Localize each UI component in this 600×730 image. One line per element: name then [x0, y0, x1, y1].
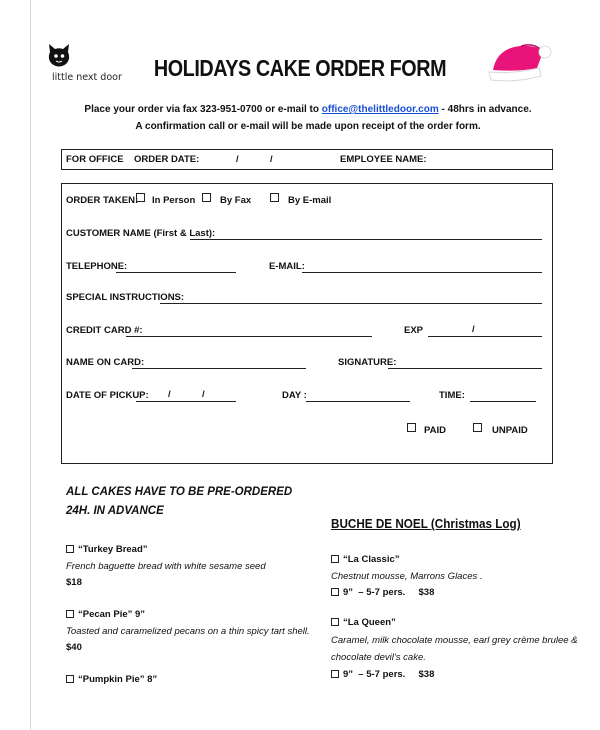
intro-text: Place your order via fax 323-951-0700 or e-mail to: [84, 104, 322, 115]
item-description: Caramel, milk chocolate mousse, earl grey crème brulee &: [331, 635, 578, 646]
form-title: HOLIDAYS CAKE ORDER FORM: [153, 55, 447, 81]
order-date-slash-1: /: [236, 154, 239, 165]
order-taken-label: ORDER TAKEN:: [66, 195, 139, 206]
unpaid-label: UNPAID: [492, 425, 528, 436]
checkbox-icon[interactable]: [331, 588, 339, 596]
customer-name-field[interactable]: [190, 239, 542, 240]
telephone-field[interactable]: [116, 272, 236, 273]
checkbox-icon[interactable]: [66, 610, 74, 618]
order-details-box: [61, 183, 553, 464]
advance-notice: ALL CAKES HAVE TO BE PRE-ORDERED 24H. IN ADVANCE: [66, 486, 293, 517]
item-price: 9” – 5-7 pers. $38: [343, 669, 435, 680]
telephone-label: TELEPHONE:: [66, 261, 128, 272]
email-label: E-MAIL:: [269, 261, 305, 272]
exp-slash: /: [472, 324, 475, 335]
time-field[interactable]: [470, 401, 536, 402]
credit-card-field[interactable]: [126, 336, 372, 337]
by-fax-label: By Fax: [220, 195, 252, 206]
date-of-pickup-label: DATE OF PICKUP:: [66, 390, 149, 401]
in-person-checkbox[interactable]: [136, 193, 145, 202]
email-field[interactable]: [302, 272, 542, 273]
signature-label: SIGNATURE:: [338, 357, 397, 368]
pickup-slash-2: /: [202, 389, 205, 400]
credit-card-label: CREDIT CARD #:: [66, 325, 143, 336]
santa-hat-icon: [485, 38, 553, 86]
item-name: “Pecan Pie” 9”: [78, 609, 146, 620]
special-instructions-label: SPECIAL INSTRUCTIONS:: [66, 292, 185, 303]
exp-label: EXP: [404, 325, 424, 336]
menu-item-pumpkin-pie[interactable]: [66, 674, 157, 685]
day-label: DAY :: [282, 390, 307, 401]
item-price: $40: [66, 642, 82, 653]
unpaid-checkbox[interactable]: [473, 423, 482, 432]
logo-text: little next door: [52, 72, 122, 83]
order-date-label: ORDER DATE:: [134, 154, 200, 165]
size-option[interactable]: [331, 669, 434, 680]
office-use-box: [61, 149, 553, 170]
customer-name-label: CUSTOMER NAME (First & Last):: [66, 228, 216, 239]
office-email-link[interactable]: office@thelittledoor.com: [321, 104, 439, 115]
item-description: Chestnut mousse, Marrons Glaces .: [331, 571, 483, 582]
intro-text-suffix: - 48hrs in advance.: [438, 104, 532, 115]
pickup-slash-1: /: [168, 389, 171, 400]
checkbox-icon[interactable]: [331, 670, 339, 678]
item-description-cont: chocolate devil’s cake.: [331, 652, 426, 663]
menu-item-turkey-bread[interactable]: [66, 544, 148, 555]
checkbox-icon[interactable]: [331, 618, 339, 626]
intro-line-2: A confirmation call or e-mail will be made upon receipt of the order form.: [135, 121, 481, 132]
intro-line-1: [0, 104, 600, 115]
paid-label: PAID: [424, 425, 446, 436]
size-option[interactable]: [331, 587, 434, 598]
order-date-slash-2: /: [270, 154, 273, 165]
name-on-card-field[interactable]: [132, 368, 306, 369]
item-name: “La Classic”: [343, 554, 400, 565]
item-name: “Turkey Bread”: [78, 544, 148, 555]
by-email-label: By E-mail: [288, 195, 332, 206]
item-description: French baguette bread with white sesame seed: [66, 561, 266, 572]
by-fax-checkbox[interactable]: [202, 193, 211, 202]
menu-item-la-classic[interactable]: [331, 554, 400, 565]
signature-field[interactable]: [388, 368, 542, 369]
special-instructions-field[interactable]: [160, 303, 542, 304]
employee-name-label: EMPLOYEE NAME:: [340, 154, 427, 165]
checkbox-icon[interactable]: [66, 675, 74, 683]
menu-item-la-queen[interactable]: [331, 617, 396, 628]
item-price: $18: [66, 577, 82, 588]
buche-de-noel-title: BUCHE DE NOEL (Christmas Log): [331, 516, 521, 531]
paid-checkbox[interactable]: [407, 423, 416, 432]
exp-field[interactable]: [428, 336, 542, 337]
buche-de-noel-heading: [331, 516, 521, 531]
date-of-pickup-field[interactable]: [136, 401, 236, 402]
item-description: Toasted and caramelized pecans on a thin spicy tart shell.: [66, 626, 310, 637]
item-price: 9” – 5-7 pers. $38: [343, 587, 435, 598]
time-label: TIME:: [439, 390, 465, 401]
item-name: “La Queen”: [343, 617, 396, 628]
by-email-checkbox[interactable]: [270, 193, 279, 202]
menu-item-pecan-pie[interactable]: [66, 609, 145, 620]
for-office-label: FOR OFFICE: [66, 154, 124, 165]
in-person-label: In Person: [152, 195, 196, 206]
item-name: “Pumpkin Pie” 8”: [78, 674, 158, 685]
day-field[interactable]: [306, 401, 410, 402]
checkbox-icon[interactable]: [66, 545, 74, 553]
name-on-card-label: NAME ON CARD:: [66, 357, 145, 368]
checkbox-icon[interactable]: [331, 555, 339, 563]
